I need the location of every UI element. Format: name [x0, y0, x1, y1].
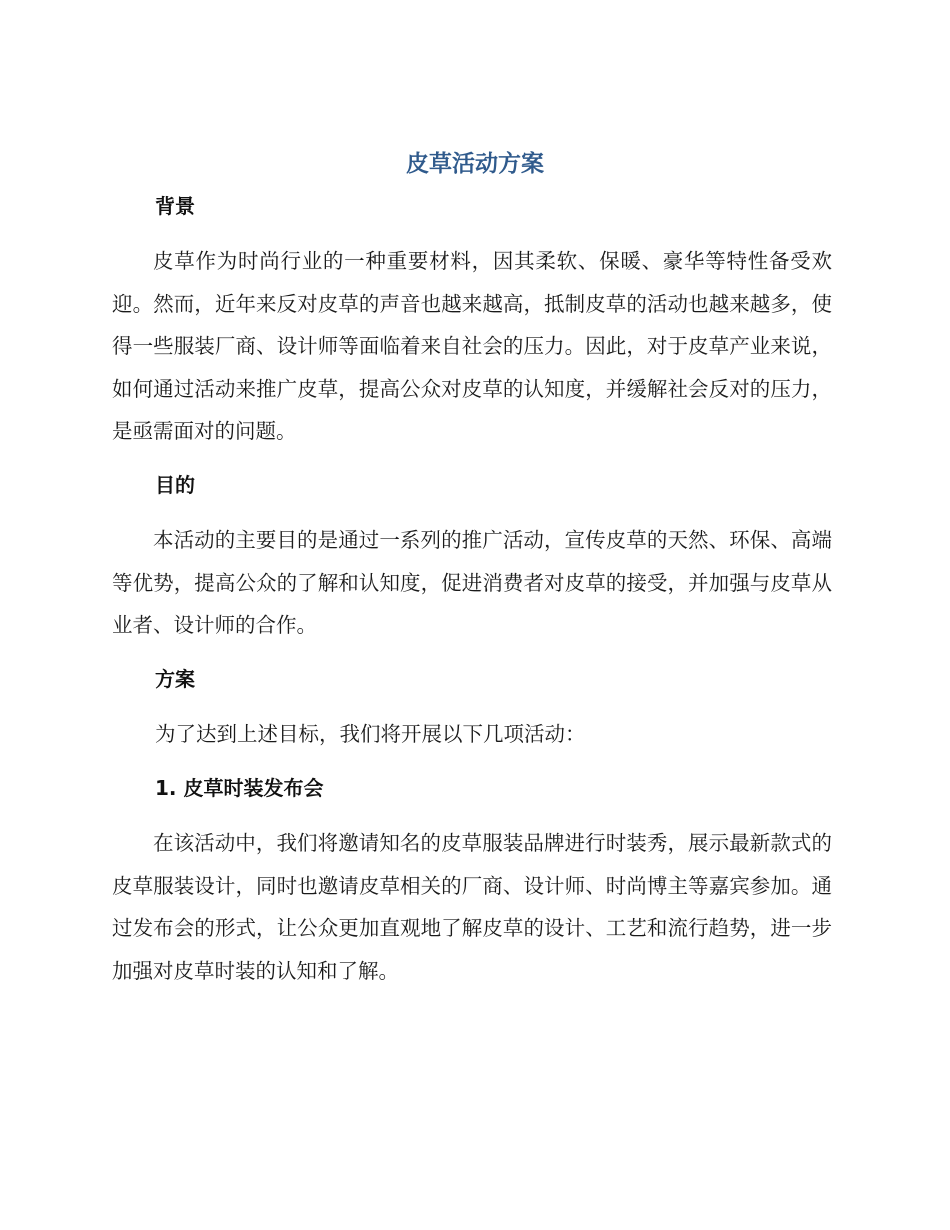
- section-heading-purpose: 目的: [155, 473, 195, 497]
- purpose-paragraph: 本活动的主要目的是通过一系列的推广活动，宣传皮草的天然、环保、高端等优势，提高公众的了解和认知度，促进消费者对皮草的接受，并加强与皮草从业者、设计师的合作。: [112, 528, 832, 637]
- section-heading-background: 背景: [155, 194, 195, 218]
- background-paragraph: 皮草作为时尚行业的一种重要材料，因其柔软、保暖、豪华等特性备受欢迎。然而，近年来反对皮草的声音也越来越高，抵制皮草的活动也越来越多，使得一些服装厂商、设计师等面临着来自社会的压力。因此，对于皮草产业来说，如何通过活动来推广皮草，提高公众对皮草的认知度，并缓解社会反对的压力，是亟需面对的问题。: [112, 249, 832, 443]
- section-heading-plan: 方案: [155, 667, 195, 691]
- document-title: 皮草活动方案: [406, 151, 544, 177]
- fashion-show-paragraph: 在该活动中，我们将邀请知名的皮草服装品牌进行时装秀，展示最新款式的皮草服装设计，同时也邀请皮草相关的厂商、设计师、时尚博主等嘉宾参加。通过发布会的形式，让公众更加直观地了解皮草的设计、工艺和流行趋势，进一步加强对皮草时装的认知和了解。: [112, 831, 832, 983]
- plan-intro-text: 为了达到上述目标，我们将开展以下几项活动：: [155, 722, 586, 746]
- section-heading-fashion-show: 1. 皮草时装发布会: [155, 776, 324, 800]
